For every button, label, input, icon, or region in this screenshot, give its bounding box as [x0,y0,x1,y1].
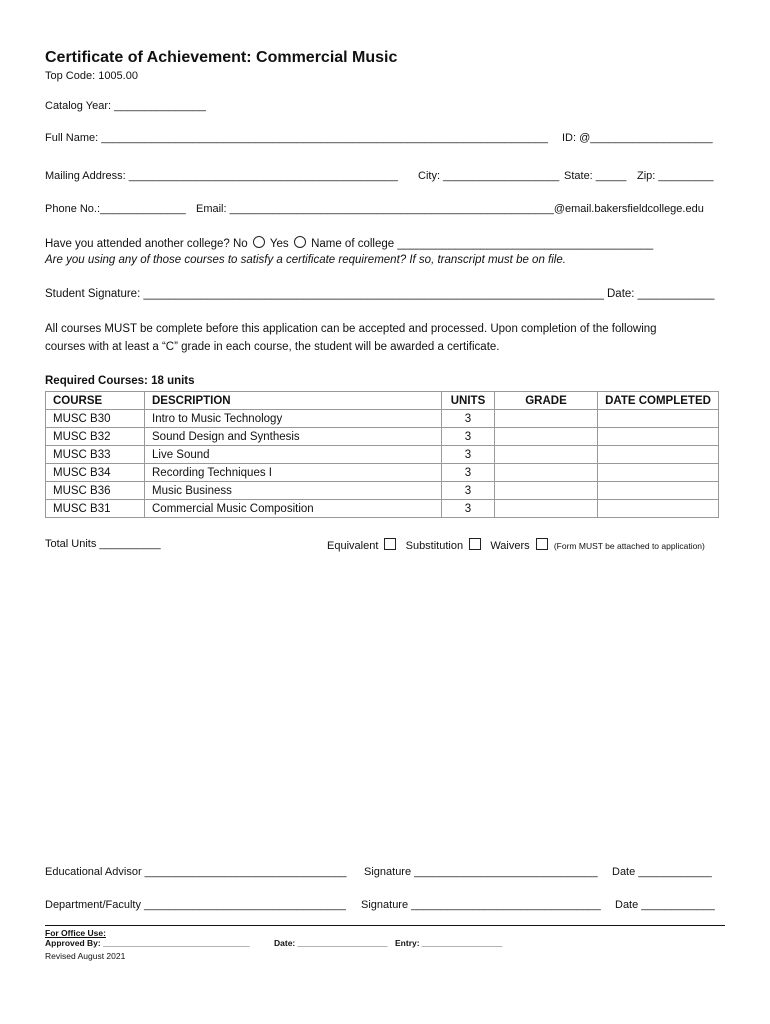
department-signature-field[interactable]: Signature _______________________________ [361,899,601,911]
course-date[interactable] [598,428,719,446]
col-grade: GRADE [495,392,598,410]
course-date[interactable] [598,464,719,482]
courses-table [45,391,719,518]
course-grade[interactable] [495,428,598,446]
equivalency-options [327,538,705,552]
table-header-row [46,392,719,410]
page-title: Certificate of Achievement: Commercial Music [45,49,398,66]
course-code: MUSC B31 [46,500,145,518]
state-field[interactable]: State: _____ [564,170,627,182]
col-course: COURSE [46,392,145,410]
course-code: MUSC B30 [46,410,145,428]
course-description: Recording Techniques I [145,464,442,482]
course-grade[interactable] [495,500,598,518]
advisor-signature-field[interactable]: Signature ______________________________ [364,866,598,878]
advisor-field[interactable]: Educational Advisor _________________________________ [45,866,347,878]
course-code: MUSC B32 [46,428,145,446]
student-signature-field[interactable]: Student Signature: ________________________________________________________________________ [45,288,604,300]
course-code: MUSC B36 [46,482,145,500]
course-units: 3 [442,464,495,482]
course-date[interactable] [598,410,719,428]
instructions-line-1: All courses MUST be complete before this application can be accepted and processed. Upon completion of the following [45,323,657,335]
phone-field[interactable]: Phone No.:______________ [45,203,186,215]
transcript-note: Are you using any of those courses to satisfy a certificate requirement? If so, transcript must be on file. [45,254,566,266]
required-courses-heading: Required Courses: 18 units [45,375,195,387]
waivers-checkbox[interactable] [536,538,548,550]
course-description: Sound Design and Synthesis [145,428,442,446]
course-description: Commercial Music Composition [145,500,442,518]
id-field[interactable]: ID: @____________________ [562,132,713,144]
substitution-label: Substitution [405,540,464,552]
zip-field[interactable]: Zip: _________ [637,170,714,182]
course-description: Intro to Music Technology [145,410,442,428]
top-code: Top Code: 1005.00 [45,70,138,82]
course-units: 3 [442,428,495,446]
equivalent-label: Equivalent [327,540,379,552]
office-date-field[interactable]: Date: ___________________ [274,938,388,948]
table-row [46,500,719,518]
equivalent-checkbox[interactable] [384,538,396,550]
no-label: No [232,238,248,250]
email-field[interactable]: Email: _____________________________________________________@email.bakersfieldcollege.edu [196,203,704,215]
instructions-line-2: courses with at least a “C” grade in each course, the student will be awarded a certificate. [45,341,500,353]
full-name-field[interactable]: Full Name: _________________________________________________________________________ [45,132,548,144]
attended-question: Have you attended another college? [45,238,230,250]
course-grade[interactable] [495,446,598,464]
total-units-field[interactable]: Total Units __________ [45,538,161,550]
approved-by-field[interactable]: Approved By: _______________________________ [45,938,250,948]
office-use-heading: For Office Use: [45,928,106,938]
revised-date: Revised August 2021 [45,951,126,961]
col-units: UNITS [442,392,495,410]
department-field[interactable]: Department/Faculty _________________________________ [45,899,346,911]
course-units: 3 [442,500,495,518]
course-code: MUSC B34 [46,464,145,482]
course-description: Music Business [145,482,442,500]
table-row [46,482,719,500]
course-grade[interactable] [495,482,598,500]
yes-radio[interactable] [294,236,306,248]
col-date-completed: DATE COMPLETED [598,392,719,410]
table-row [46,464,719,482]
waivers-label: Waivers [490,540,530,552]
course-grade[interactable] [495,464,598,482]
college-name-field[interactable]: Name of college ________________________________________ [311,238,654,250]
course-units: 3 [442,446,495,464]
col-description: DESCRIPTION [145,392,442,410]
office-divider [45,925,725,926]
office-entry-field[interactable]: Entry: _________________ [395,938,503,948]
course-date[interactable] [598,482,719,500]
attended-college-row [45,236,653,250]
mailing-address-field[interactable]: Mailing Address: ____________________________________________ [45,170,398,182]
table-row [46,410,719,428]
city-field[interactable]: City: ___________________ [418,170,560,182]
form-attached-note: (Form MUST be attached to application) [553,541,705,551]
course-date[interactable] [598,500,719,518]
course-date[interactable] [598,446,719,464]
yes-label: Yes [269,238,289,250]
course-code: MUSC B33 [46,446,145,464]
table-row [46,428,719,446]
advisor-date-field[interactable]: Date ____________ [612,866,712,878]
signature-date-field[interactable]: Date: ____________ [607,288,715,300]
course-units: 3 [442,410,495,428]
substitution-checkbox[interactable] [469,538,481,550]
course-units: 3 [442,482,495,500]
catalog-year-field[interactable]: Catalog Year: _______________ [45,100,206,112]
no-radio[interactable] [253,236,265,248]
table-row [46,446,719,464]
course-description: Live Sound [145,446,442,464]
course-grade[interactable] [495,410,598,428]
department-date-field[interactable]: Date ____________ [615,899,715,911]
